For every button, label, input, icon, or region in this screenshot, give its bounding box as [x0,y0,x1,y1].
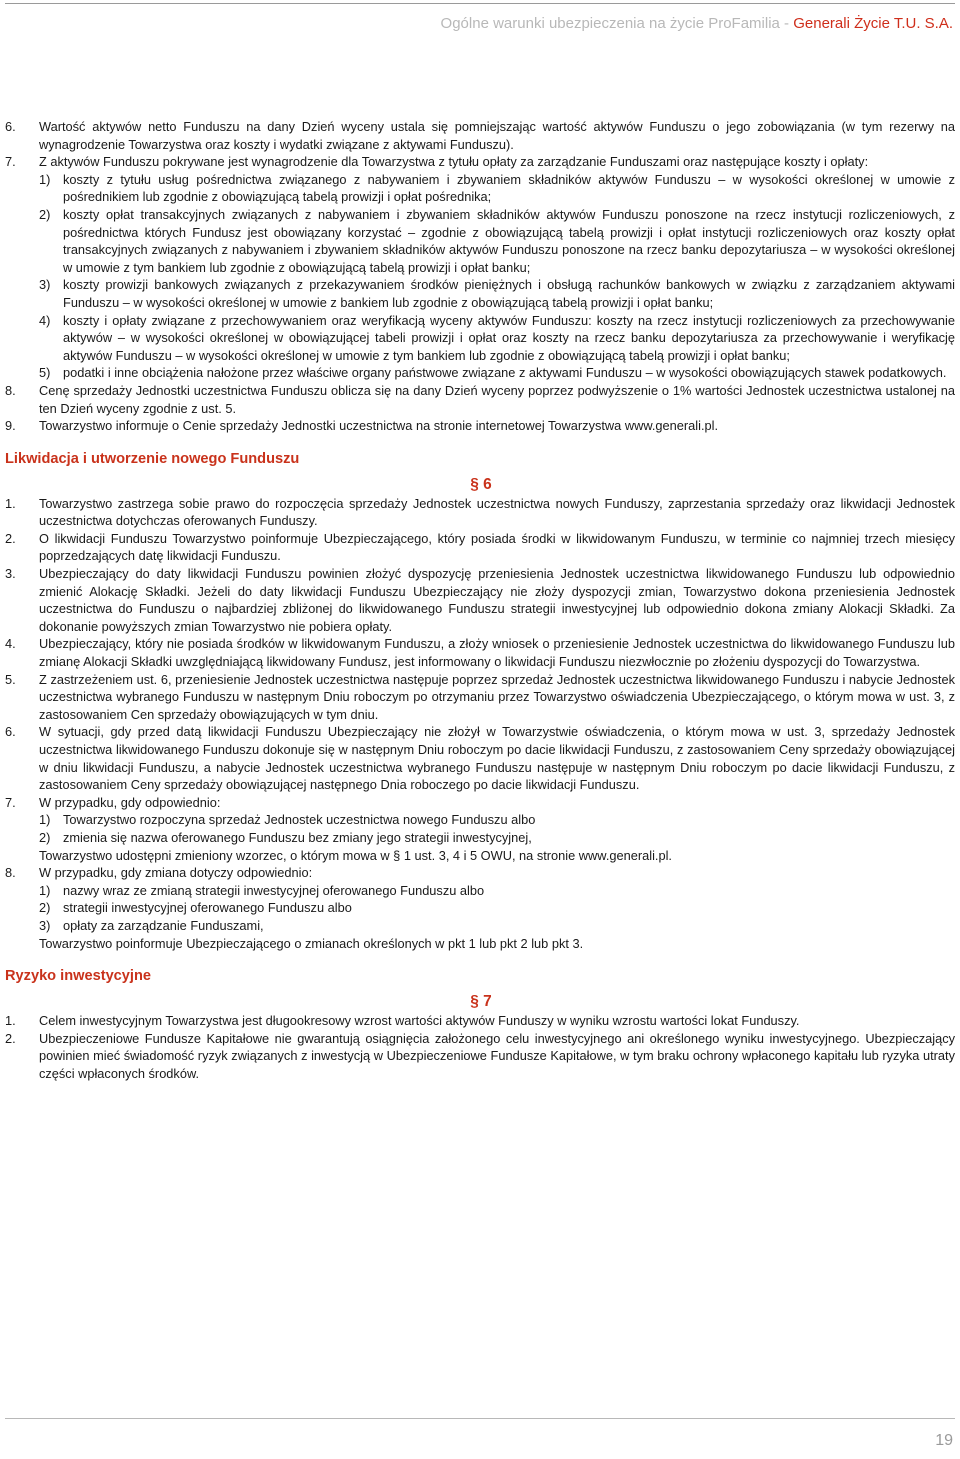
list-item: 8. Cenę sprzedaży Jednostki uczestnictwa Funduszu oblicza się na dany Dzień wyceny poprzez podwyższenie o 1% wartości Jednostek uczestnictwa ustalonej na ten Dzień wyceny zgodnie z ust. 5. [5,382,955,416]
list-item: 5. Z zastrzeżeniem ust. 6, przeniesienie Jednostek uczestnictwa następuje poprzez sprzedaż Jednostek uczestnictwa likwidowanego Funduszu i nabycie Jednostek uczestnictwa wybranego Funduszu w następnym Dniu roboczym po otrzymaniu przez Towarzystwo oświadczenia Ubezpieczającego, o którym mowa w ust. 3, z zastosowaniem Cen sprzedaży obowiązujących w tym dniu. [5,671,955,722]
header-rule [5,3,955,4]
footer-rule [5,1418,955,1419]
list-item: 1. Towarzystwo zastrzega sobie prawo do rozpoczęcia sprzedaży Jednostek uczestnictwa nowych Funduszy, zaprzestania sprzedaży oraz likwidacji Jednostek uczestnictwa dotychczas oferowanych Funduszy. [5,495,955,529]
document-body [5,118,955,1083]
sub-item: 2) koszty opłat transakcyjnych związanych z nabywaniem i zbywaniem składników aktywów Funduszu ponoszone na rzecz instytucji rozliczeniowych, z pośrednictwa których Fundusz jest obowiązany korzystać – zgodnie z obowiązującą tabelą prowizji i opłat instytucji rozliczeniowych oraz koszty opłat transakcyjnych związanych z nabywaniem i zbywaniem składników aktywów Funduszu ponoszone na rzecz banku depozytariusza – w wysokości określonej w umowie z tym bankiem lub zgodnie z obowiązującą tabelą prowizji i opłat banku; [39,206,955,275]
list-item: 7. Z aktywów Funduszu pokrywane jest wynagrodzenie dla Towarzystwa z tytułu opłaty za zarządzanie Funduszami oraz następujące koszty i opłaty: 1) koszty z tytułu usług pośrednictwa związanego z nabywaniem i zbywaniem składników aktywów Funduszu – w wysokości określonej w umowie z pośrednikiem lub zgodnie z obowiązującą tabelą prowizji i opłat pośrednika; 2) koszty opłat transakcyjnych związanych z nabywaniem i zbywaniem składników aktywów Funduszu ponoszone na rzecz instytucji rozliczeniowych, z pośrednictwa których Fundusz jest obowiązany korzystać – zgodnie z obowiązującą tabelą prowizji i opłat instytucji rozliczeniowych oraz koszty opłat transakcyjnych związanych z nabywaniem i zbywaniem składników aktywów Funduszu ponoszone na rzecz banku depozytariusza – w wysokości określonej w umowie z tym bankiem lub zgodnie z obowiązującą tabelą prowizji i opłat banku; 3) koszty prowizji bankowych związanych z przekazywaniem środków pieniężnych i obsługą rachunków bankowych w związku z zarządzaniem aktywami Funduszu – w wysokości określonej w umowie z bankiem lub zgodnie z obowiązującą tabelą prowizji i opłat banku; 4) koszty i opłaty związane z przechowywaniem oraz weryfikacją wyceny aktywów Funduszu: koszty na rzecz instytucji rozliczeniowych za przechowywanie aktywów – w wysokości określonej w obowiązującej tabeli prowizji i opłat oraz koszty na rzecz banku depozytariusza za przechowywanie i weryfikację aktywów Funduszu – w wysokości określonej w umowie z tym bankiem lub zgodnie z obowiązującą tabelą prowizji i opłat banku; 5) podatki i inne obciążenia nałożone przez właściwe organy państwowe związane z aktywami Funduszu – w wysokości obowiązujących stawek podatkowych. [5,154,955,381]
list-item: 4. Ubezpieczający, który nie posiada środków w likwidowanym Funduszu, a złoży wniosek o przeniesienie Jednostek uczestnictwa do likwidowanego Funduszu lub zmianę Alokacji Składki uwzględniającą likwidowany Fundusz, jest informowany o likwidacji Funduszu niezwłocznie po złożeniu dyspozycji do Towarzystwa. [5,636,955,670]
sub-item: 3) opłaty za zarządzanie Funduszami, [39,917,264,933]
list-item: 9. Towarzystwo informuje o Cenie sprzedaży Jednostki uczestnictwa na stronie internetowej Towarzystwa www.generali.pl. [5,418,719,434]
sub-item: 2) zmienia się nazwa oferowanego Funduszu bez zmiany jego strategii inwestycyjnej, [39,829,532,845]
paragraph-number: § 6 [470,475,492,493]
page-number: 19 [935,1432,953,1449]
list-item: 1. Celem inwestycyjnym Towarzystwa jest długookresowy wzrost wartości aktywów Funduszy w wyniku wzrostu wartości lokat Funduszy. [5,1013,800,1029]
list-item: 2. Ubezpieczeniowe Fundusze Kapitałowe nie gwarantują osiągnięcia założonego celu inwestycyjnego ani określonego wyniku inwestycyjnego. Ubezpieczający powinien mieć świadomość ryzyk związanych z inwestycją w Ubezpieczeniowe Fundusze Kapitałowe, w tym braku ochrony wpłaconego kapitału lub ryzyka utraty części wpłaconych środków. [5,1030,955,1081]
list-item-tail: Towarzystwo udostępni zmieniony wzorzec, o którym mowa w § 1 ust. 3, 4 i 5 OWU, na stronie www.generali.pl. [39,847,672,863]
list-item: 8. W przypadku, gdy zmiana dotyczy odpowiednio: 1) nazwy wraz ze zmianą strategii inwestycyjnej oferowanego Funduszu albo 2) strategii inwestycyjnej oferowanego Funduszu albo 3) opłaty za zarządzanie Funduszami, Towarzystwo poinformuje Ubezpieczającego o zmianach określonych w pkt 1 lub pkt 2 lub pkt 3. [5,864,955,952]
header-brand: Generali Życie T.U. S.A. [793,15,953,32]
section-heading: Likwidacja i utworzenie nowego Funduszu [5,450,300,467]
sub-item: 5) podatki i inne obciążenia nałożone przez właściwe organy państwowe związane z aktywami Funduszu – w wysokości obowiązujących stawek podatkowych. [39,365,947,381]
sub-item: 1) nazwy wraz ze zmianą strategii inwestycyjnej oferowanego Funduszu albo [39,882,485,898]
list-item: 3. Ubezpieczający do daty likwidacji Funduszu powinien złożyć dyspozycję przeniesienia Jednostek uczestnictwa likwidowanego Funduszu lub odpowiednio zmienić Alokację Składki. Jeżeli do daty likwidacji Funduszu Ubezpieczający nie złoży dyspozycji zmian, Towarzystwo dokona przeniesienia Jednostek uczestnictwa do Funduszu o najbardziej zbliżonej do likwidowanego Funduszu strategii inwestycyjnej lub odpowiednio dokona zmiany Alokacji Składki. Za dokonanie powyższych zmian Towarzystwo nie pobiera opłaty. [5,566,955,634]
running-header [441,15,953,32]
sub-item: 3) koszty prowizji bankowych związanych z przekazywaniem środków pieniężnych i obsługą rachunków bankowych w związku z zarządzaniem aktywami Funduszu – w wysokości określonej w umowie z bankiem lub zgodnie z obowiązującą tabelą prowizji i opłat banku; [39,277,955,310]
paragraph-number: § 7 [470,993,492,1011]
list-item: 6. W sytuacji, gdy przed datą likwidacji Funduszu Ubezpieczający nie złożył w Towarzystwie oświadczenia, o którym mowa w ust. 3, sprzedaży Jednostek uczestnictwa likwidowanego Funduszu dokonuje się w następnym Dniu roboczym po dacie likwidacji Funduszu, z zastosowaniem Ceny sprzedaży obowiązującej w dniu likwidacji Funduszu, a nabycie Jednostek uczestnictwa wybranego Funduszu następuje w następnym Dniu roboczym po dacie likwidacji Funduszu, z zastosowaniem Ceny sprzedaży obowiązującej następnego Dnia roboczego po dacie likwidacji Funduszu. [5,724,955,793]
list-item-tail: Towarzystwo poinformuje Ubezpieczającego o zmianach określonych w pkt 1 lub pkt 2 lub pkt 3. [39,935,584,951]
sub-item: 1) koszty z tytułu usług pośrednictwa związanego z nabywaniem i zbywaniem składników aktywów Funduszu – w wysokości określonej w umowie z pośrednikiem lub zgodnie z obowiązującą tabelą prowizji i opłat pośrednika; [39,171,955,205]
list-item: 6. Wartość aktywów netto Funduszu na dany Dzień wyceny ustala się pomniejszając wartość aktywów Funduszu o jego zobowiązania (w tym rezerwy na wynagrodzenie Towarzystwa oraz koszty i wydatki związane z aktywami Funduszu). [5,119,955,152]
list-item: 2. O likwidacji Funduszu Towarzystwo poinformuje Ubezpieczającego, który posiada środki w likwidowanym Funduszu, w terminie co najmniej trzech miesięcy poprzedzających datę likwidacji Funduszu. [5,530,955,564]
sub-item: 1) Towarzystwo rozpoczyna sprzedaż Jednostek uczestnictwa nowego Funduszu albo [39,812,536,828]
list-item: 7. W przypadku, gdy odpowiednio: 1) Towarzystwo rozpoczyna sprzedaż Jednostek uczestnictwa nowego Funduszu albo 2) zmienia się nazwa oferowanego Funduszu bez zmiany jego strategii inwestycyjnej, Towarzystwo udostępni zmieniony wzorzec, o którym mowa w § 1 ust. 3, 4 i 5 OWU, na stronie www.generali.pl. [5,794,955,864]
sub-item: 2) strategii inwestycyjnej oferowanego Funduszu albo [39,900,352,916]
header-title: Ogólne warunki ubezpieczenia na życie ProFamilia - [440,15,794,32]
sub-item: 4) koszty i opłaty związane z przechowywaniem oraz weryfikacją wyceny aktywów Funduszu: koszty na rzecz instytucji rozliczeniowych za przechowywanie aktywów – w wysokości określonej w obowiązującej tabeli prowizji i opłat oraz koszty na rzecz banku depozytariusza za przechowywanie i weryfikację aktywów Funduszu – w wysokości określonej w umowie z tym bankiem lub zgodnie z obowiązującą tabelą prowizji i opłat banku; [39,312,955,363]
section-heading: Ryzyko inwestycyjne [5,968,152,985]
